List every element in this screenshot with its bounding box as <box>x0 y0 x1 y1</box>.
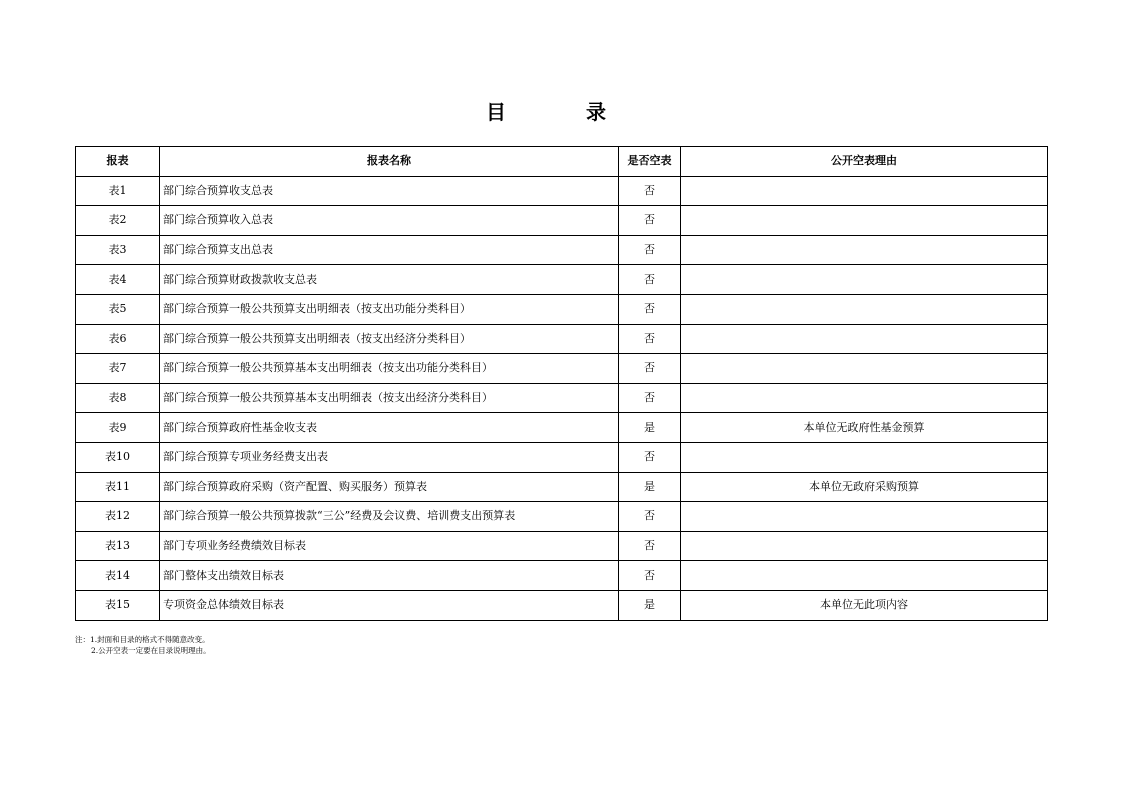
report-id-cell: 表5 <box>76 294 160 324</box>
report-id-cell: 表9 <box>76 413 160 443</box>
is-empty-cell: 否 <box>619 442 681 472</box>
footnote-1: 注：1.封面和目录的格式不得随意改变。 <box>75 635 210 644</box>
report-id-cell: 表7 <box>76 354 160 384</box>
is-empty-cell: 是 <box>619 590 681 620</box>
header-report-name: 报表名称 <box>160 147 619 177</box>
header-is-empty: 是否空表 <box>619 147 681 177</box>
table-row <box>76 413 1048 443</box>
empty-reason-cell <box>681 354 1048 384</box>
report-id-cell: 表1 <box>76 176 160 206</box>
empty-reason-cell <box>681 383 1048 413</box>
is-empty-cell: 是 <box>619 413 681 443</box>
is-empty-cell: 否 <box>619 235 681 265</box>
header-empty-reason: 公开空表理由 <box>681 147 1048 177</box>
table-row <box>76 294 1048 324</box>
table-row <box>76 590 1048 620</box>
empty-reason-cell: 本单位无此项内容 <box>681 590 1048 620</box>
empty-reason-cell <box>681 324 1048 354</box>
table-row <box>76 502 1048 532</box>
footnotes <box>75 634 211 656</box>
report-name-cell: 部门综合预算一般公共预算支出明细表（按支出功能分类科目） <box>160 294 619 324</box>
is-empty-cell: 是 <box>619 472 681 502</box>
is-empty-cell: 否 <box>619 294 681 324</box>
page-title: 目 录 <box>486 100 636 124</box>
report-id-cell: 表11 <box>76 472 160 502</box>
table-row <box>76 324 1048 354</box>
table-row <box>76 442 1048 472</box>
is-empty-cell: 否 <box>619 561 681 591</box>
toc-table <box>75 146 1048 621</box>
table-row <box>76 354 1048 384</box>
is-empty-cell: 否 <box>619 531 681 561</box>
empty-reason-cell <box>681 442 1048 472</box>
report-name-cell: 部门专项业务经费绩效目标表 <box>160 531 619 561</box>
report-name-cell: 部门综合预算收入总表 <box>160 206 619 236</box>
empty-reason-cell <box>681 176 1048 206</box>
empty-reason-cell: 本单位无政府性基金预算 <box>681 413 1048 443</box>
table-header-row <box>76 147 1048 177</box>
report-id-cell: 表6 <box>76 324 160 354</box>
header-report-id: 报表 <box>76 147 160 177</box>
is-empty-cell: 否 <box>619 324 681 354</box>
report-id-cell: 表2 <box>76 206 160 236</box>
report-name-cell: 部门综合预算专项业务经费支出表 <box>160 442 619 472</box>
empty-reason-cell <box>681 561 1048 591</box>
empty-reason-cell <box>681 206 1048 236</box>
table-row <box>76 383 1048 413</box>
report-id-cell: 表10 <box>76 442 160 472</box>
report-name-cell: 部门综合预算一般公共预算基本支出明细表（按支出功能分类科目） <box>160 354 619 384</box>
table-row <box>76 235 1048 265</box>
report-name-cell: 部门综合预算政府性基金收支表 <box>160 413 619 443</box>
empty-reason-cell <box>681 265 1048 295</box>
report-id-cell: 表4 <box>76 265 160 295</box>
table-row <box>76 206 1048 236</box>
empty-reason-cell <box>681 502 1048 532</box>
is-empty-cell: 否 <box>619 265 681 295</box>
report-name-cell: 部门综合预算一般公共预算支出明细表（按支出经济分类科目） <box>160 324 619 354</box>
report-id-cell: 表13 <box>76 531 160 561</box>
report-id-cell: 表15 <box>76 590 160 620</box>
report-name-cell: 专项资金总体绩效目标表 <box>160 590 619 620</box>
report-name-cell: 部门综合预算财政拨款收支总表 <box>160 265 619 295</box>
table-row <box>76 472 1048 502</box>
report-name-cell: 部门综合预算一般公共预算基本支出明细表（按支出经济分类科目） <box>160 383 619 413</box>
footnote-2: 2.公开空表一定要在目录说明理由。 <box>91 646 211 655</box>
report-id-cell: 表8 <box>76 383 160 413</box>
report-name-cell: 部门综合预算支出总表 <box>160 235 619 265</box>
report-id-cell: 表3 <box>76 235 160 265</box>
table-body <box>76 176 1048 620</box>
empty-reason-cell: 本单位无政府采购预算 <box>681 472 1048 502</box>
table-row <box>76 265 1048 295</box>
is-empty-cell: 否 <box>619 176 681 206</box>
is-empty-cell: 否 <box>619 206 681 236</box>
empty-reason-cell <box>681 235 1048 265</box>
is-empty-cell: 否 <box>619 383 681 413</box>
empty-reason-cell <box>681 531 1048 561</box>
report-name-cell: 部门综合预算一般公共预算拨款“三公”经费及会议费、培训费支出预算表 <box>160 502 619 532</box>
empty-reason-cell <box>681 294 1048 324</box>
is-empty-cell: 否 <box>619 354 681 384</box>
table-row <box>76 176 1048 206</box>
is-empty-cell: 否 <box>619 502 681 532</box>
report-id-cell: 表12 <box>76 502 160 532</box>
report-id-cell: 表14 <box>76 561 160 591</box>
report-name-cell: 部门综合预算收支总表 <box>160 176 619 206</box>
table-row <box>76 531 1048 561</box>
table-row <box>76 561 1048 591</box>
report-name-cell: 部门整体支出绩效目标表 <box>160 561 619 591</box>
report-name-cell: 部门综合预算政府采购（资产配置、购买服务）预算表 <box>160 472 619 502</box>
